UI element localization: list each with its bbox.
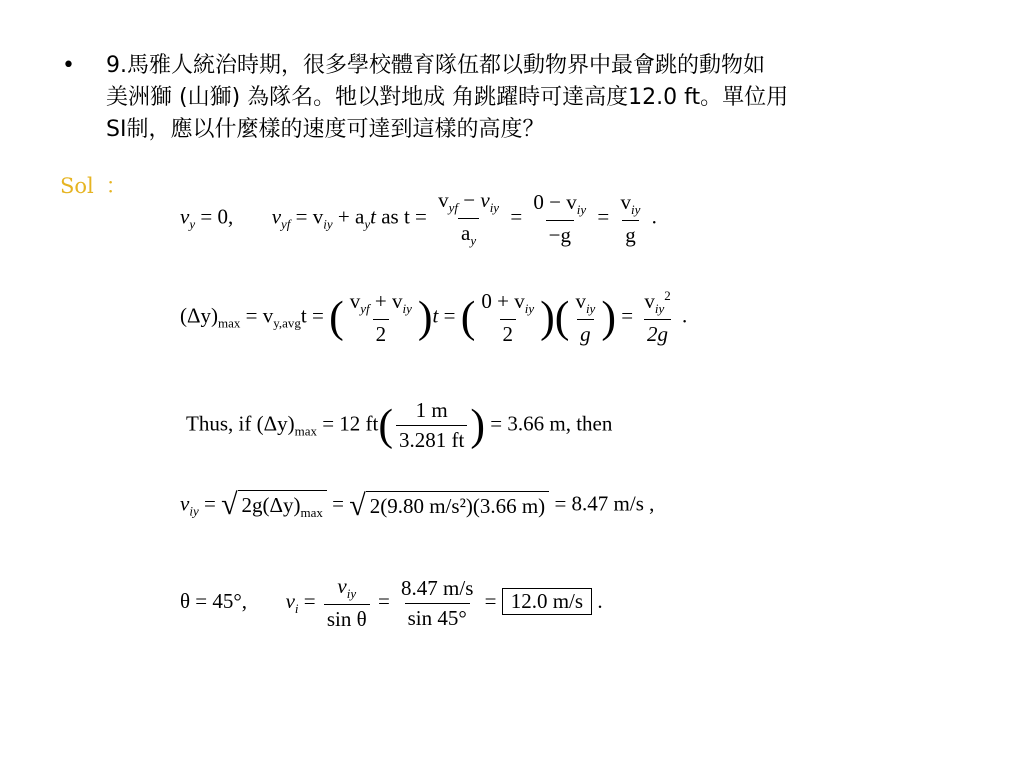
eq2-frac-3: $\frac{v_{iy}}{g}$ [575,288,596,346]
eq5-theta: θ = 45°, [180,588,248,613]
solution-label [60,170,127,200]
eq2-period: . [681,303,688,328]
eq1-vyf: = v [295,204,324,229]
eq3-lhs-sub: max [294,423,317,439]
eq5-period: . [597,588,603,613]
eq4-result: = 8.47 m/s , [554,491,655,516]
eq2-den-d: 2g [647,322,669,347]
eq2-lhs: (Δy) [180,303,218,328]
eq5-vi-sub: i [294,601,299,617]
eq2-den-a: 2 [373,319,390,347]
eq5-den1: sin θ [324,604,370,632]
eq5-frac-1 [324,574,370,632]
eq1-equals-2: = [597,204,610,229]
eq4-sqrt-1: √ $2g(\Delta y)_{max}$ [221,490,327,521]
equation-2: $(\Delta y)_{max} = v_{y,avg}t$ = ( $\frac{v_{yf} + v_{iy}}{2}$ )t = ( $\frac{0 + v_{iy}}{2}$ )( $\frac{v_{iy}}{g}$ ) = $\frac{v_{iy}^2}{2g}$ . [180,288,688,347]
eq1-num2: 0 − v [533,189,577,214]
eq4-rad1-sub: max [300,505,323,521]
eq4-rad1: 2g(Δy) [241,493,301,517]
eq5-frac-2 [398,576,476,631]
eq2-plus: + v [374,288,403,313]
eq1-vy-zero: = 0, [200,204,234,229]
solution-label-text: Sol [60,174,94,198]
equation-3: Thus, if $(\Delta y)_{max} = 12$ ft( $\frac{1 m}{3.281 ft}$ ) = 3.66 m, then [186,398,613,452]
equation-5: θ = 45°, $v_i$ = $\frac{v_{iy}}{\text{sin θ}}$ = $\frac{8.47 m/s}{\sin 45^\circ}$ = 12.0 m/s . [180,574,603,632]
eq1-num3: v [620,189,631,214]
problem-bullet [62,50,962,146]
eq1-den2: −g [548,222,571,247]
eq1-frac-1: $\frac{v_{yf} - v_{iy}}{a_y}$ [438,188,500,249]
eq3-thus-if: Thus, if [186,411,252,436]
problem-line-1: 9.馬雅人統治時期，很多學校體育隊伍都以動物界中最會跳的動物如 [106,53,765,78]
eq2-den-b: 2 [500,319,517,347]
eq1-as-t: as t = [381,204,427,229]
problem-text [106,50,962,146]
eq4-equals-2: = [332,491,345,516]
final-answer-box: 12.0 m/s [502,588,592,615]
eq3-num: 1 m [415,398,448,422]
eq2-frac-2: $\frac{0 + v_{iy}}{2}$ [481,288,535,346]
eq4-sqrt-2: √ 2(9.80 m/s²)(3.66 m) [349,491,549,521]
eq2-num-b: 0 + v [481,288,525,313]
eq2-den-c: g [580,321,591,346]
eq4-equals-1: = [203,491,216,516]
eq2-num-c: v [575,288,586,313]
eq1-den3: g [625,222,636,247]
problem-line-3: SI制，應以什麼樣的速度可達到這樣的高度？ [106,117,545,142]
eq5-num2: 8.47 m/s [401,575,474,600]
eq3-den: 3.281 ft [396,425,467,453]
eq2-t-eq: t = [300,303,324,328]
eq4-lhs-sub: iy [189,503,199,519]
problem-line-2: 美洲獅 (山獅) 為隊名。牠以對地成 角跳躍時可達高度12.0 ft。單位用 [106,85,789,110]
eq5-num1-sub: iy [346,586,357,602]
eq3-value: = 12 ft [322,411,379,436]
solution-label-colon: ： [105,174,127,198]
eq2-num-a: v [349,288,361,313]
eq3-lhs: (Δy) [256,411,295,436]
equation-1: $v_y = 0$, $v_{yf} = v_{iy} + a_yt$ as t = $\frac{v_{yf} - v_{iy}}{a_y}$ = $\frac{0 - v_{iy}}{-g}$ = $\frac{v_{iy}}{g}$ . [180,188,657,249]
eq2-vavg: = v [245,303,274,328]
eq4-lhs: v [180,491,190,516]
eq2-frac-1: $\frac{v_{yf} + v_{iy}}{2}$ [349,288,412,346]
eq3-frac [396,398,467,453]
eq5-vi: v [285,588,295,613]
eq4-rad2: 2(9.80 m/s²)(3.66 m) [366,491,549,521]
eq1-minus: − [463,188,476,212]
eq1-period: . [651,204,657,229]
eq5-den2: sin 45° [405,603,470,631]
eq5-num1: v [337,574,347,598]
eq1-plus-a: + a [337,204,365,229]
eq1-den1: a [461,221,471,246]
equation-4 [180,490,654,521]
eq2-frac-4: $\frac{v_{iy}^2}{2g}$ [644,288,671,347]
eq2-num-d: v [644,289,655,313]
eq1-frac-2: $\frac{0 - v_{iy}}{-g}$ [533,189,587,247]
eq1-num1: v [438,188,449,212]
eq1-equals-1: = [510,204,523,229]
eq2-lhs-sub: max [218,315,241,331]
eq3-result: = 3.66 m, then [490,411,613,436]
eq1-frac-3: $\frac{v_{iy}}{g}$ [620,189,641,247]
eq2-vavg-sub: y,avg [273,315,301,331]
bullet-marker: • [62,53,75,78]
